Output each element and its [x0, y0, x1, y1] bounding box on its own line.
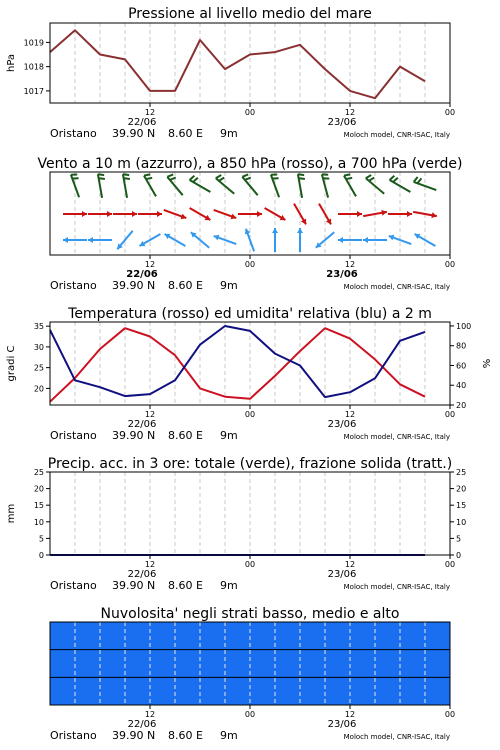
cloud-cell-basso: [125, 677, 151, 705]
x-tick-label: 00: [244, 108, 256, 117]
cloud-cell-medio: [225, 650, 251, 678]
y2-axis-label: %: [482, 358, 493, 369]
panel-title: Pressione al livello medio del mare: [128, 6, 372, 22]
cloud-cell-basso: [150, 677, 176, 705]
location-name: Oristano: [50, 279, 97, 292]
wind-barb-700hPa: [242, 173, 262, 195]
panel-title: Vento a 10 m (azzurro), a 850 hPa (rosso), a 700 hPa (verde): [37, 156, 463, 172]
x-tick-label: 00: [444, 410, 456, 419]
model-credit: Moloch model, CNR-ISAC, Italy: [343, 131, 450, 139]
y-tick-label: 25: [33, 363, 44, 373]
cloud-cell-medio: [250, 650, 276, 678]
panel-title: Nuvolosita' negli strati basso, medio e alto: [100, 606, 400, 622]
cloud-cell-basso: [300, 677, 326, 705]
cloud-cell-alto: [375, 622, 401, 650]
wind-barb-700hPa: [123, 173, 133, 198]
cloud-cell-alto: [250, 622, 276, 650]
wind-barb-700hPa: [298, 173, 308, 198]
cloud-cell-medio: [425, 650, 451, 678]
location-lat: 39.90 N: [112, 579, 156, 592]
cloud-cell-basso: [175, 677, 201, 705]
cloud-cell-alto: [175, 622, 201, 650]
cloud-cell-basso: [100, 677, 126, 705]
x-tick-label: 12: [344, 260, 356, 269]
cloud-cell-medio: [325, 650, 351, 678]
wind-barb-10m: [115, 229, 135, 251]
location-lat: 39.90 N: [112, 429, 156, 442]
model-credit: Moloch model, CNR-ISAC, Italy: [343, 433, 450, 441]
x-tick-label: 12: [344, 108, 356, 117]
wind-barb-700hPa: [344, 173, 361, 197]
model-credit: Moloch model, CNR-ISAC, Italy: [343, 733, 450, 741]
y2-tick-label: 0: [456, 551, 462, 560]
day-label: 22/06: [127, 117, 157, 128]
wind-barb-10m: [272, 228, 278, 252]
x-tick-label: 12: [144, 260, 156, 269]
plot-frame: [50, 23, 450, 103]
x-tick-label: 12: [344, 410, 356, 419]
cloud-cell-medio: [300, 650, 326, 678]
y2-tick-label: 60: [456, 361, 467, 371]
location-lon: 8.60 E: [168, 279, 203, 292]
wind-barb-10m: [413, 231, 437, 248]
precip-panel: [6, 456, 466, 592]
y-tick-label: 5: [38, 534, 44, 544]
wind-barb-10m: [297, 228, 303, 252]
panel-title: Temperatura (rosso) ed umidita' relativa (blu) a 2 m: [68, 306, 432, 322]
location-name: Oristano: [50, 127, 97, 140]
wind-barb-700hPa: [216, 174, 238, 194]
y-axis-label: hPa: [6, 53, 17, 73]
y-tick-label: 1019: [23, 38, 44, 48]
location-name: Oristano: [50, 579, 97, 592]
wind-barb-700hPa: [144, 173, 161, 197]
model-credit: Moloch model, CNR-ISAC, Italy: [343, 283, 450, 291]
day-label: 22/06: [127, 419, 157, 430]
cloud-cell-basso: [325, 677, 351, 705]
y-tick-label: 1018: [23, 62, 44, 72]
y-tick-label: 20: [33, 384, 44, 394]
y2-tick-label: 20: [456, 484, 467, 494]
cloud-cell-medio: [50, 650, 76, 678]
panel-title: Precip. acc. in 3 ore: totale (verde), frazione solida (tratt.): [47, 456, 453, 472]
location-lon: 8.60 E: [168, 127, 203, 140]
wind-barb-10m: [189, 230, 211, 250]
temperature-series: [50, 328, 425, 402]
wind-barb-700hPa: [190, 175, 214, 192]
day-label: 23/06: [326, 269, 358, 280]
x-tick-label: 00: [244, 710, 256, 719]
y2-tick-label: 10: [456, 517, 467, 527]
wind-barb-10m: [163, 231, 187, 248]
cloud-cell-alto: [50, 622, 76, 650]
cloud-cell-alto: [300, 622, 326, 650]
y-axis-label: gradi C: [6, 345, 17, 382]
wind-barb-700hPa: [71, 173, 85, 198]
location-alt: 9m: [220, 127, 238, 140]
location-alt: 9m: [220, 429, 238, 442]
cloud-cell-alto: [400, 622, 426, 650]
x-tick-label: 12: [144, 108, 156, 117]
y-tick-label: 15: [33, 501, 44, 511]
wind-barb-700hPa: [414, 176, 439, 190]
cloud-cell-alto: [425, 622, 451, 650]
location-lon: 8.60 E: [168, 579, 203, 592]
cloud-cell-basso: [75, 677, 101, 705]
location-alt: 9m: [220, 729, 238, 742]
cloud-cell-alto: [350, 622, 376, 650]
day-label: 22/06: [127, 569, 157, 580]
x-tick-label: 00: [444, 710, 456, 719]
y2-tick-label: 20: [456, 401, 467, 410]
cloud-cell-medio: [150, 650, 176, 678]
cloud-cell-medio: [200, 650, 226, 678]
pressure-panel: [6, 6, 455, 140]
y2-tick-label: 15: [456, 501, 467, 511]
y2-tick-label: 40: [456, 381, 467, 391]
location-alt: 9m: [220, 579, 238, 592]
cloud-cell-basso: [375, 677, 401, 705]
pressure-series: [50, 30, 425, 98]
wind-barb-700hPa: [390, 175, 414, 192]
cloud-cell-basso: [425, 677, 451, 705]
cloud-cell-medio: [350, 650, 376, 678]
x-tick-label: 12: [144, 410, 156, 419]
model-credit: Moloch model, CNR-ISAC, Italy: [343, 583, 450, 591]
day-label: 23/06: [327, 419, 357, 430]
day-label: 23/06: [327, 117, 357, 128]
y2-tick-label: 100: [456, 321, 472, 331]
x-tick-label: 12: [144, 710, 156, 719]
cloud-cell-alto: [200, 622, 226, 650]
location-lon: 8.60 E: [168, 729, 203, 742]
humidity-series: [50, 326, 425, 397]
x-tick-label: 12: [144, 560, 156, 569]
y-tick-label: 10: [33, 517, 44, 527]
y-tick-label: 25: [33, 468, 44, 477]
cloud-cell-basso: [250, 677, 276, 705]
cloud-cell-basso: [275, 677, 301, 705]
wind-panel: [37, 156, 462, 292]
cloud-cell-alto: [325, 622, 351, 650]
cloud-cell-medio: [100, 650, 126, 678]
y-tick-label: 1017: [23, 86, 44, 96]
location-alt: 9m: [220, 279, 238, 292]
x-tick-label: 00: [244, 260, 256, 269]
y-axis-label: mm: [6, 503, 17, 524]
cloud-cell-basso: [225, 677, 251, 705]
cloud-cell-alto: [100, 622, 126, 650]
day-label: 23/06: [327, 719, 357, 730]
day-label: 22/06: [126, 269, 158, 280]
y-tick-label: 20: [33, 484, 44, 494]
x-tick-label: 00: [444, 260, 456, 269]
cloud-cell-medio: [400, 650, 426, 678]
cloud-cell-alto: [275, 622, 301, 650]
x-tick-label: 00: [244, 560, 256, 569]
location-lat: 39.90 N: [112, 729, 156, 742]
wind-barb-10m: [138, 231, 162, 248]
cloud-panel: [50, 606, 455, 742]
location-lon: 8.60 E: [168, 429, 203, 442]
x-tick-label: 00: [244, 410, 256, 419]
cloud-cell-medio: [75, 650, 101, 678]
x-tick-label: 12: [344, 710, 356, 719]
cloud-cell-medio: [375, 650, 401, 678]
y-tick-label: 35: [33, 322, 44, 332]
cloud-cell-medio: [175, 650, 201, 678]
cloud-cell-alto: [225, 622, 251, 650]
y2-tick-label: 80: [456, 341, 467, 351]
cloud-cell-medio: [125, 650, 151, 678]
location-lat: 39.90 N: [112, 127, 156, 140]
day-label: 23/06: [327, 569, 357, 580]
y-tick-label: 0: [38, 551, 44, 560]
location-name: Oristano: [50, 729, 97, 742]
cloud-cell-basso: [50, 677, 76, 705]
wind-barb-700hPa: [167, 173, 187, 195]
wind-barb-700hPa: [366, 174, 388, 194]
x-tick-label: 12: [344, 560, 356, 569]
wind-barb-10m: [314, 230, 336, 250]
location-name: Oristano: [50, 429, 97, 442]
y-tick-label: 30: [33, 342, 44, 352]
temp-rh-panel: [6, 306, 493, 442]
cloud-cell-alto: [150, 622, 176, 650]
location-lat: 39.90 N: [112, 279, 156, 292]
wind-barb-700hPa: [271, 173, 285, 198]
cloud-cell-alto: [75, 622, 101, 650]
x-tick-label: 00: [444, 560, 456, 569]
cloud-cell-alto: [125, 622, 151, 650]
wind-barb-700hPa: [98, 173, 108, 198]
cloud-cell-basso: [350, 677, 376, 705]
x-tick-label: 00: [444, 108, 456, 117]
wind-barb-700hPa: [322, 173, 334, 198]
y2-tick-label: 5: [456, 534, 462, 544]
day-label: 22/06: [127, 719, 157, 730]
cloud-cell-basso: [400, 677, 426, 705]
cloud-cell-basso: [200, 677, 226, 705]
y2-tick-label: 25: [456, 468, 467, 477]
cloud-cell-medio: [275, 650, 301, 678]
